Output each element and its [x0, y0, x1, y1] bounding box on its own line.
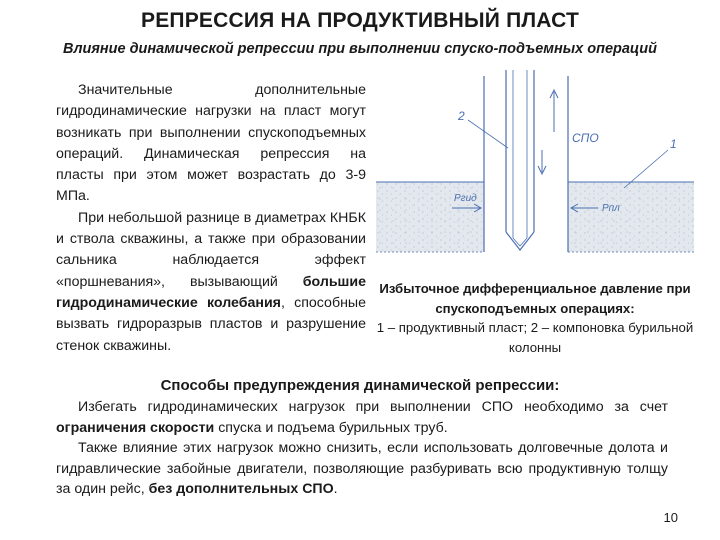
- left-text-block: [56, 80, 366, 357]
- prevention-title: Способы предупреждения динамической репрессии:: [160, 377, 560, 394]
- text-span: При небольшой разнице в диаметрах КНБК и ствола скважины, а также при образовании сальника наблюдается эффект «поршневания», вызывающий: [56, 209, 366, 290]
- slide-title: РЕПРЕССИЯ НА ПРОДУКТИВНЫЙ ПЛАСТ: [140, 9, 580, 32]
- label-stratum-1: 1: [670, 137, 677, 151]
- text-span: Также влияние этих нагрузок можно снизить, если использовать долговечные долота и гидравлические забойные двигатели, позволяющие разбуривать всю продуктивную толщу за один рейс,: [56, 440, 668, 498]
- label-p-left: Pгид: [454, 193, 477, 204]
- wellbore-diagram: [376, 70, 694, 282]
- prevention-text-block: [56, 397, 668, 500]
- drill-bit: [506, 232, 534, 250]
- label-p-right: Pпл: [602, 203, 620, 214]
- paragraph-piston-effect: [56, 208, 366, 357]
- text-span: .: [333, 481, 338, 498]
- paragraph-dynamic-load: Значительные дополнительные гидродинамические нагрузки на пласт могут возникать при выполнении спускоподъемных операций. Динамическая репрессия на пласты при этом может возрастать до 3-9 МПа.: [56, 82, 366, 205]
- bold-phrase: без дополнительных СПО: [148, 481, 334, 498]
- label-assembly-2: 2: [458, 109, 465, 123]
- text-span: Избегать гидродинамических нагрузок при выполнении СПО необходимо за счет: [78, 399, 668, 415]
- label-spo: СПО: [572, 131, 599, 145]
- caption-title: Избыточное дифференциальное давление при спускоподъемных операциях:: [379, 281, 691, 316]
- figure-caption: [370, 279, 700, 357]
- caption-legend: 1 – продуктивный пласт; 2 – компоновка бурильной колонны: [376, 320, 694, 355]
- paragraph-speed-limit: [56, 397, 668, 438]
- paragraph-durable-bits: [56, 438, 668, 500]
- text-span: , способные вызвать гидроразрыв пластов и разрушение стенок скважины.: [56, 294, 366, 354]
- slide-subtitle: Влияние динамической репрессии при выполнении спуско-подъемных операций: [62, 41, 658, 57]
- page-number: 10: [663, 510, 678, 525]
- bold-phrase: большие гидродинамические колебания: [56, 273, 366, 311]
- bold-phrase: ограничения скорости: [56, 419, 215, 436]
- text-span: спуска и подъема бурильных труб.: [214, 419, 448, 436]
